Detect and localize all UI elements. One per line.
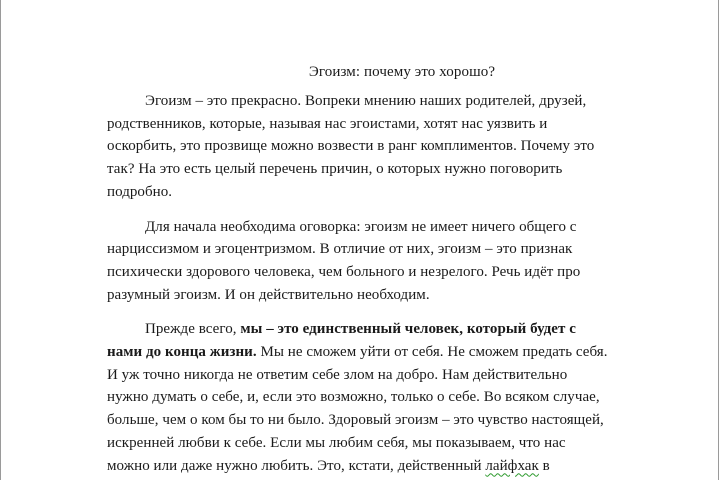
- paragraph-3: [107, 318, 697, 477]
- text-line: оскорбить, это прозвище можно возвести в ранг комплиментов. Почему это: [107, 138, 595, 155]
- text-line: искренней любви к себе. Если мы любим себя, мы показываем, что нас: [107, 434, 566, 451]
- text-line: больше, чем о ком бы то ни было. Здоровый эгоизм – это чувство настоящей,: [107, 412, 604, 429]
- text-line: Эгоизм – это прекрасно. Вопреки мнению наших родителей, друзей,: [145, 93, 587, 109]
- text-line: так? На это есть целый перечень причин, о которых нужно поговорить: [107, 161, 563, 178]
- paragraph-1: [107, 90, 697, 204]
- spellcheck-marked-word[interactable]: лайфхак: [485, 457, 539, 474]
- text-run: Мы не сможем уйти от себя. Не сможем предать себя.: [256, 344, 608, 361]
- text-line: И уж точно никогда не ответим себе злом на добро. Нам действительно: [107, 366, 568, 383]
- text-run: в: [538, 457, 550, 474]
- text-line: [107, 341, 697, 364]
- text-line: подробно.: [107, 183, 173, 200]
- text-line: [107, 455, 697, 478]
- text-line: нужно думать о себе, и, если это возможно, только о себе. Во всяком случае,: [107, 389, 600, 406]
- text-line: разумный эгоизм. И он действительно необходим.: [107, 286, 430, 303]
- document-title: Эгоизм: почему это хорошо?: [308, 64, 496, 80]
- text-run: можно или даже нужно любить. Это, кстати, действенный: [107, 457, 486, 474]
- text-run: Прежде всего,: [145, 321, 241, 338]
- text-line: [107, 318, 697, 341]
- text-line: нарциссизмом и эгоцентризмом. В отличие от них, эгоизм – это признак: [107, 241, 573, 258]
- text-line: родственников, которые, называя нас эгоистами, хотят нас уязвить и: [107, 115, 548, 132]
- document-body[interactable]: [107, 62, 697, 480]
- text-line: Для начала необходима оговорка: эгоизм не имеет ничего общего с: [145, 218, 577, 235]
- bold-text-run: нами до конца жизни.: [107, 344, 257, 361]
- text-line: психически здорового человека, чем больного и незрелого. Речь идёт про: [107, 263, 581, 280]
- paragraph-2: [107, 216, 697, 307]
- bold-text-run: мы – это единственный человек, который будет с: [240, 321, 576, 338]
